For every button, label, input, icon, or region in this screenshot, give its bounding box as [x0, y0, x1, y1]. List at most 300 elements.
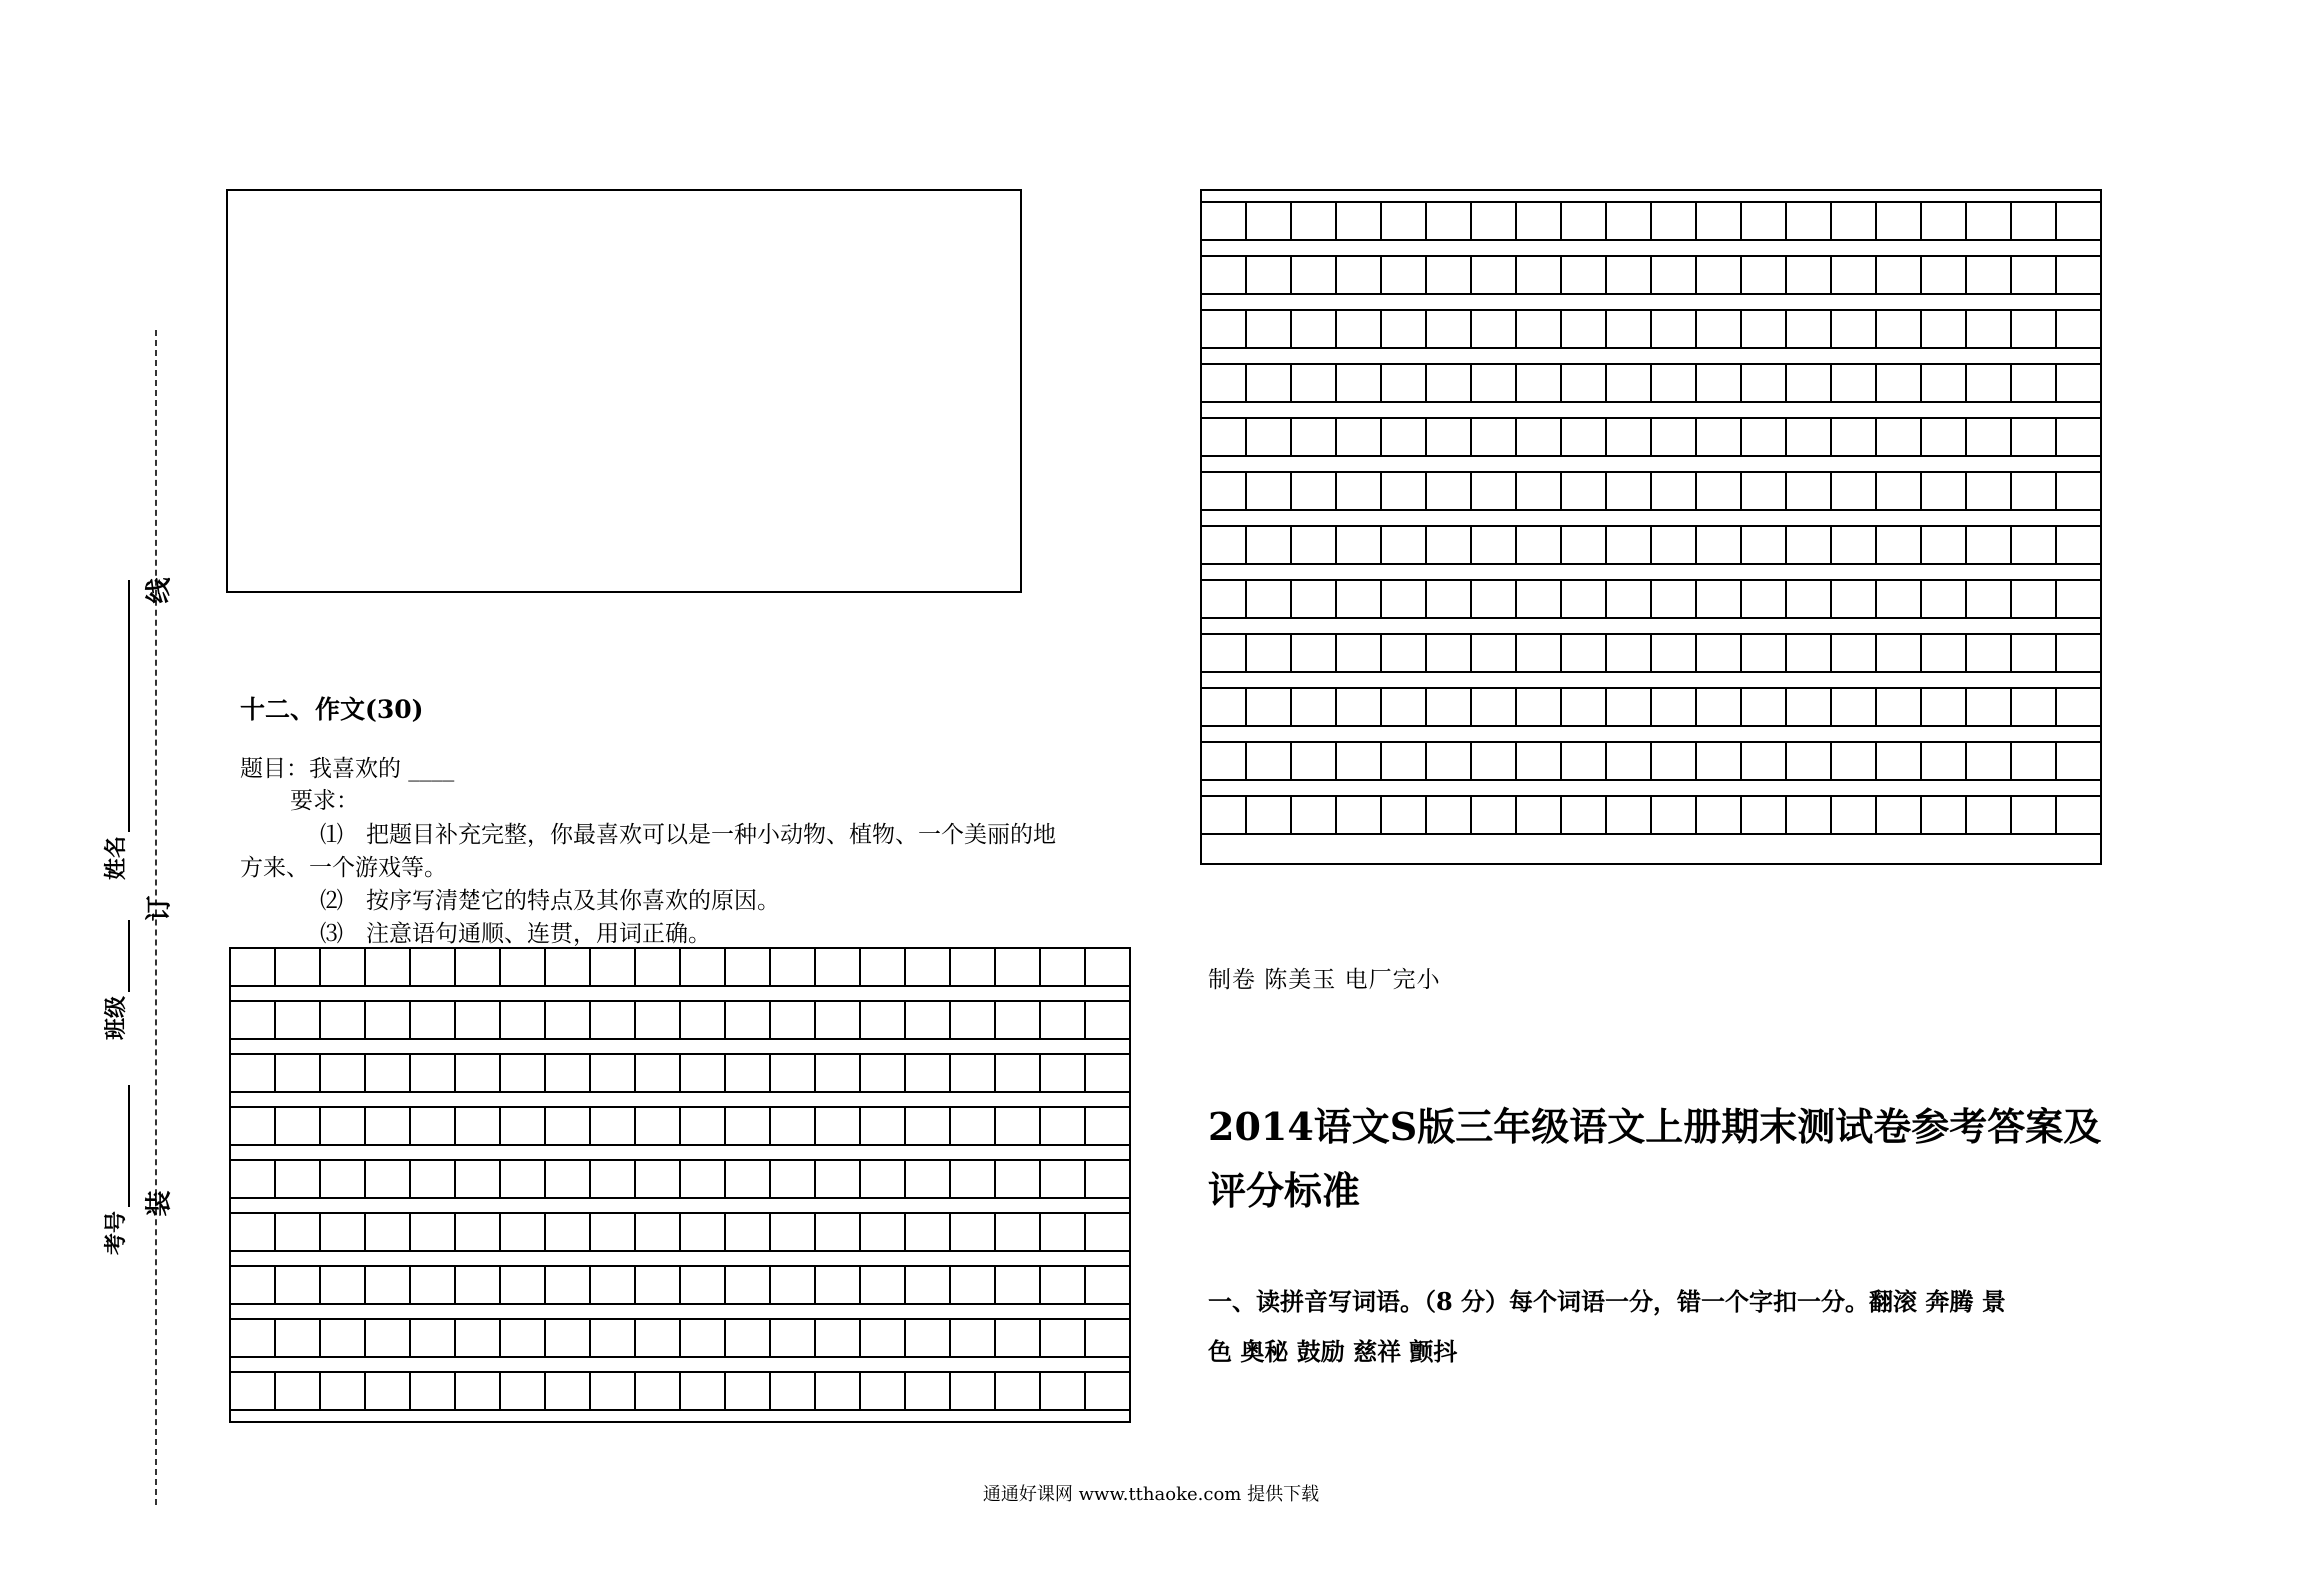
grid-cell[interactable] — [1832, 257, 1877, 293]
grid-cell[interactable] — [546, 1320, 591, 1356]
grid-cell[interactable] — [816, 1161, 861, 1197]
grid-cell[interactable] — [1427, 473, 1472, 509]
grid-cell[interactable] — [321, 1161, 366, 1197]
grid-cell[interactable] — [861, 1373, 906, 1409]
grid-cell[interactable] — [1787, 635, 1832, 671]
grid-cell[interactable] — [861, 1108, 906, 1144]
grid-cell[interactable] — [1967, 527, 2012, 563]
grid-cell[interactable] — [1562, 743, 1607, 779]
grid-cell[interactable] — [456, 1002, 501, 1038]
grid-cell[interactable] — [1517, 689, 1562, 725]
grid-cell[interactable] — [1562, 311, 1607, 347]
grid-cell[interactable] — [1247, 797, 1292, 833]
grid-cell[interactable] — [2057, 743, 2102, 779]
grid-cell[interactable] — [1607, 419, 1652, 455]
grid-cell[interactable] — [996, 1267, 1041, 1303]
grid-cell[interactable] — [1742, 311, 1787, 347]
grid-cell[interactable] — [1787, 473, 1832, 509]
grid-cell[interactable] — [1472, 203, 1517, 239]
grid-cell[interactable] — [276, 1320, 321, 1356]
grid-cell[interactable] — [1742, 635, 1787, 671]
grid-cell[interactable] — [1967, 581, 2012, 617]
grid-cell[interactable] — [456, 1320, 501, 1356]
grid-cell[interactable] — [816, 1214, 861, 1250]
grid-cell[interactable] — [1742, 527, 1787, 563]
grid-cell[interactable] — [1041, 1002, 1086, 1038]
grid-cell[interactable] — [231, 949, 276, 985]
exam-number-field[interactable] — [90, 1085, 130, 1255]
grid-cell[interactable] — [726, 1108, 771, 1144]
grid-cell[interactable] — [951, 1161, 996, 1197]
grid-cell[interactable] — [1877, 581, 1922, 617]
grid-cell[interactable] — [321, 1214, 366, 1250]
grid-cell[interactable] — [1472, 311, 1517, 347]
grid-cell[interactable] — [1337, 365, 1382, 401]
grid-cell[interactable] — [681, 1267, 726, 1303]
grid-cell[interactable] — [996, 1214, 1041, 1250]
grid-cell[interactable] — [1427, 257, 1472, 293]
grid-cell[interactable] — [2057, 365, 2102, 401]
grid-cell[interactable] — [501, 1002, 546, 1038]
grid-cell[interactable] — [2057, 203, 2102, 239]
grid-cell[interactable] — [1877, 743, 1922, 779]
grid-cell[interactable] — [1086, 1320, 1131, 1356]
grid-cell[interactable] — [1382, 689, 1427, 725]
grid-cell[interactable] — [366, 1320, 411, 1356]
grid-cell[interactable] — [906, 1320, 951, 1356]
grid-cell[interactable] — [1472, 581, 1517, 617]
grid-cell[interactable] — [591, 1108, 636, 1144]
grid-cell[interactable] — [861, 1320, 906, 1356]
grid-cell[interactable] — [2012, 797, 2057, 833]
grid-cell[interactable] — [1292, 743, 1337, 779]
grid-cell[interactable] — [1922, 365, 1967, 401]
grid-cell[interactable] — [1922, 419, 1967, 455]
grid-cell[interactable] — [1742, 797, 1787, 833]
grid-cell[interactable] — [1292, 311, 1337, 347]
grid-cell[interactable] — [2057, 419, 2102, 455]
grid-cell[interactable] — [2012, 365, 2057, 401]
grid-cell[interactable] — [1202, 473, 1247, 509]
grid-cell[interactable] — [1086, 1214, 1131, 1250]
grid-cell[interactable] — [1877, 527, 1922, 563]
grid-cell[interactable] — [1337, 473, 1382, 509]
grid-cell[interactable] — [1877, 797, 1922, 833]
grid-cell[interactable] — [1247, 203, 1292, 239]
grid-cell[interactable] — [1697, 473, 1742, 509]
grid-cell[interactable] — [1742, 689, 1787, 725]
grid-cell[interactable] — [1427, 527, 1472, 563]
grid-cell[interactable] — [1922, 311, 1967, 347]
grid-cell[interactable] — [276, 1214, 321, 1250]
grid-cell[interactable] — [726, 1214, 771, 1250]
grid-cell[interactable] — [1607, 473, 1652, 509]
grid-cell[interactable] — [726, 1055, 771, 1091]
grid-cell[interactable] — [231, 1320, 276, 1356]
grid-cell[interactable] — [1877, 203, 1922, 239]
grid-cell[interactable] — [951, 1373, 996, 1409]
grid-cell[interactable] — [1562, 473, 1607, 509]
grid-cell[interactable] — [996, 1373, 1041, 1409]
grid-cell[interactable] — [1967, 743, 2012, 779]
grid-cell[interactable] — [636, 1002, 681, 1038]
grid-cell[interactable] — [1787, 743, 1832, 779]
essay-writing-grid-right[interactable] — [1200, 189, 2102, 865]
grid-cell[interactable] — [1967, 365, 2012, 401]
grid-cell[interactable] — [1877, 635, 1922, 671]
grid-cell[interactable] — [1922, 635, 1967, 671]
grid-cell[interactable] — [1472, 527, 1517, 563]
grid-cell[interactable] — [1742, 473, 1787, 509]
grid-cell[interactable] — [1041, 1214, 1086, 1250]
grid-cell[interactable] — [1517, 473, 1562, 509]
grid-cell[interactable] — [2012, 581, 2057, 617]
grid-cell[interactable] — [456, 1161, 501, 1197]
grid-cell[interactable] — [816, 1108, 861, 1144]
grid-cell[interactable] — [1292, 797, 1337, 833]
grid-cell[interactable] — [1382, 743, 1427, 779]
grid-cell[interactable] — [1922, 581, 1967, 617]
grid-cell[interactable] — [1337, 311, 1382, 347]
grid-cell[interactable] — [366, 949, 411, 985]
grid-cell[interactable] — [1652, 527, 1697, 563]
grid-cell[interactable] — [1967, 203, 2012, 239]
grid-cell[interactable] — [546, 1214, 591, 1250]
grid-cell[interactable] — [1562, 527, 1607, 563]
grid-cell[interactable] — [321, 1108, 366, 1144]
grid-cell[interactable] — [321, 949, 366, 985]
grid-cell[interactable] — [546, 1267, 591, 1303]
grid-cell[interactable] — [1607, 311, 1652, 347]
grid-cell[interactable] — [1742, 743, 1787, 779]
grid-cell[interactable] — [906, 1055, 951, 1091]
grid-cell[interactable] — [1652, 419, 1697, 455]
grid-cell[interactable] — [1202, 419, 1247, 455]
class-field[interactable] — [90, 920, 130, 1040]
grid-cell[interactable] — [591, 1320, 636, 1356]
grid-cell[interactable] — [951, 1214, 996, 1250]
grid-cell[interactable] — [1337, 257, 1382, 293]
grid-cell[interactable] — [1247, 365, 1292, 401]
grid-cell[interactable] — [1517, 635, 1562, 671]
grid-cell[interactable] — [1922, 257, 1967, 293]
grid-cell[interactable] — [591, 1161, 636, 1197]
grid-cell[interactable] — [1382, 365, 1427, 401]
grid-cell[interactable] — [1247, 689, 1292, 725]
grid-cell[interactable] — [276, 1267, 321, 1303]
grid-cell[interactable] — [1202, 743, 1247, 779]
grid-cell[interactable] — [681, 1320, 726, 1356]
grid-cell[interactable] — [1967, 419, 2012, 455]
grid-cell[interactable] — [321, 1373, 366, 1409]
grid-cell[interactable] — [1041, 1108, 1086, 1144]
grid-cell[interactable] — [2012, 203, 2057, 239]
grid-cell[interactable] — [231, 1055, 276, 1091]
grid-cell[interactable] — [1427, 365, 1472, 401]
grid-cell[interactable] — [1832, 311, 1877, 347]
grid-cell[interactable] — [1041, 1373, 1086, 1409]
grid-cell[interactable] — [456, 949, 501, 985]
grid-cell[interactable] — [1382, 419, 1427, 455]
grid-cell[interactable] — [681, 1002, 726, 1038]
grid-cell[interactable] — [771, 1108, 816, 1144]
grid-cell[interactable] — [366, 1161, 411, 1197]
grid-cell[interactable] — [1922, 797, 1967, 833]
grid-cell[interactable] — [1427, 311, 1472, 347]
grid-cell[interactable] — [411, 1267, 456, 1303]
grid-cell[interactable] — [1787, 365, 1832, 401]
grid-cell[interactable] — [411, 1002, 456, 1038]
grid-cell[interactable] — [1086, 1002, 1131, 1038]
grid-cell[interactable] — [951, 1320, 996, 1356]
grid-cell[interactable] — [996, 1320, 1041, 1356]
grid-cell[interactable] — [996, 949, 1041, 985]
grid-cell[interactable] — [1517, 257, 1562, 293]
grid-cell[interactable] — [636, 1055, 681, 1091]
grid-cell[interactable] — [681, 1373, 726, 1409]
grid-cell[interactable] — [591, 1055, 636, 1091]
grid-cell[interactable] — [2057, 257, 2102, 293]
grid-cell[interactable] — [1247, 419, 1292, 455]
grid-cell[interactable] — [771, 1055, 816, 1091]
grid-cell[interactable] — [1562, 365, 1607, 401]
grid-cell[interactable] — [951, 1002, 996, 1038]
grid-cell[interactable] — [366, 1214, 411, 1250]
grid-cell[interactable] — [681, 1055, 726, 1091]
grid-cell[interactable] — [1562, 419, 1607, 455]
grid-cell[interactable] — [456, 1055, 501, 1091]
grid-cell[interactable] — [411, 1108, 456, 1144]
grid-cell[interactable] — [1562, 635, 1607, 671]
grid-cell[interactable] — [1787, 203, 1832, 239]
grid-cell[interactable] — [231, 1002, 276, 1038]
grid-cell[interactable] — [636, 949, 681, 985]
grid-cell[interactable] — [1202, 797, 1247, 833]
grid-cell[interactable] — [1787, 797, 1832, 833]
grid-cell[interactable] — [546, 1161, 591, 1197]
grid-cell[interactable] — [2012, 419, 2057, 455]
grid-cell[interactable] — [591, 1373, 636, 1409]
grid-cell[interactable] — [1697, 743, 1742, 779]
grid-cell[interactable] — [636, 1373, 681, 1409]
grid-cell[interactable] — [1202, 257, 1247, 293]
grid-cell[interactable] — [1877, 473, 1922, 509]
grid-cell[interactable] — [1337, 581, 1382, 617]
grid-cell[interactable] — [2057, 311, 2102, 347]
grid-cell[interactable] — [1652, 311, 1697, 347]
grid-cell[interactable] — [2057, 581, 2102, 617]
grid-cell[interactable] — [1382, 203, 1427, 239]
grid-cell[interactable] — [321, 1320, 366, 1356]
grid-cell[interactable] — [1202, 365, 1247, 401]
grid-cell[interactable] — [1292, 203, 1337, 239]
grid-cell[interactable] — [1337, 689, 1382, 725]
grid-cell[interactable] — [1292, 473, 1337, 509]
grid-cell[interactable] — [1967, 311, 2012, 347]
grid-cell[interactable] — [1967, 797, 2012, 833]
grid-cell[interactable] — [2012, 689, 2057, 725]
grid-cell[interactable] — [1697, 257, 1742, 293]
grid-cell[interactable] — [1086, 1373, 1131, 1409]
grid-cell[interactable] — [2012, 311, 2057, 347]
grid-cell[interactable] — [1382, 797, 1427, 833]
grid-cell[interactable] — [546, 1002, 591, 1038]
grid-cell[interactable] — [1247, 473, 1292, 509]
grid-cell[interactable] — [1607, 527, 1652, 563]
grid-cell[interactable] — [1607, 365, 1652, 401]
grid-cell[interactable] — [546, 949, 591, 985]
grid-cell[interactable] — [276, 1373, 321, 1409]
grid-cell[interactable] — [771, 1161, 816, 1197]
grid-cell[interactable] — [1472, 743, 1517, 779]
grid-cell[interactable] — [1922, 203, 1967, 239]
grid-cell[interactable] — [1652, 743, 1697, 779]
grid-cell[interactable] — [2012, 473, 2057, 509]
grid-cell[interactable] — [2012, 527, 2057, 563]
grid-cell[interactable] — [1877, 689, 1922, 725]
grid-cell[interactable] — [1877, 419, 1922, 455]
grid-cell[interactable] — [1832, 527, 1877, 563]
grid-cell[interactable] — [1472, 419, 1517, 455]
grid-cell[interactable] — [726, 1373, 771, 1409]
grid-cell[interactable] — [771, 1373, 816, 1409]
grid-cell[interactable] — [996, 1108, 1041, 1144]
grid-cell[interactable] — [276, 1055, 321, 1091]
grid-cell[interactable] — [1382, 257, 1427, 293]
grid-cell[interactable] — [456, 1267, 501, 1303]
grid-cell[interactable] — [366, 1002, 411, 1038]
grid-cell[interactable] — [636, 1214, 681, 1250]
grid-cell[interactable] — [1877, 257, 1922, 293]
grid-cell[interactable] — [1787, 581, 1832, 617]
grid-cell[interactable] — [1472, 365, 1517, 401]
grid-cell[interactable] — [1562, 203, 1607, 239]
grid-cell[interactable] — [816, 949, 861, 985]
grid-cell[interactable] — [636, 1108, 681, 1144]
grid-cell[interactable] — [1382, 527, 1427, 563]
grid-cell[interactable] — [411, 1214, 456, 1250]
grid-cell[interactable] — [501, 1267, 546, 1303]
grid-cell[interactable] — [276, 949, 321, 985]
grid-cell[interactable] — [1202, 203, 1247, 239]
grid-cell[interactable] — [771, 1267, 816, 1303]
grid-cell[interactable] — [1086, 1267, 1131, 1303]
grid-cell[interactable] — [1292, 527, 1337, 563]
grid-cell[interactable] — [1041, 1320, 1086, 1356]
grid-cell[interactable] — [1247, 581, 1292, 617]
grid-cell[interactable] — [1382, 473, 1427, 509]
grid-cell[interactable] — [1697, 203, 1742, 239]
grid-cell[interactable] — [456, 1108, 501, 1144]
grid-cell[interactable] — [276, 1108, 321, 1144]
grid-cell[interactable] — [636, 1320, 681, 1356]
grid-cell[interactable] — [1697, 419, 1742, 455]
grid-cell[interactable] — [951, 1108, 996, 1144]
grid-cell[interactable] — [861, 1055, 906, 1091]
grid-cell[interactable] — [1086, 949, 1131, 985]
grid-cell[interactable] — [1517, 527, 1562, 563]
grid-cell[interactable] — [1607, 689, 1652, 725]
grid-cell[interactable] — [906, 1267, 951, 1303]
grid-cell[interactable] — [231, 1108, 276, 1144]
grid-cell[interactable] — [1697, 527, 1742, 563]
grid-cell[interactable] — [1652, 365, 1697, 401]
grid-cell[interactable] — [1697, 689, 1742, 725]
grid-cell[interactable] — [1787, 311, 1832, 347]
grid-cell[interactable] — [2057, 797, 2102, 833]
grid-cell[interactable] — [1652, 689, 1697, 725]
grid-cell[interactable] — [1652, 635, 1697, 671]
grid-cell[interactable] — [996, 1002, 1041, 1038]
grid-cell[interactable] — [996, 1161, 1041, 1197]
grid-cell[interactable] — [1562, 797, 1607, 833]
grid-cell[interactable] — [771, 1320, 816, 1356]
grid-cell[interactable] — [1967, 635, 2012, 671]
grid-cell[interactable] — [276, 1002, 321, 1038]
grid-cell[interactable] — [366, 1055, 411, 1091]
grid-cell[interactable] — [726, 1161, 771, 1197]
grid-cell[interactable] — [501, 1108, 546, 1144]
grid-cell[interactable] — [816, 1320, 861, 1356]
grid-cell[interactable] — [1472, 473, 1517, 509]
grid-cell[interactable] — [1607, 743, 1652, 779]
grid-cell[interactable] — [591, 949, 636, 985]
grid-cell[interactable] — [1652, 797, 1697, 833]
grid-cell[interactable] — [1247, 257, 1292, 293]
grid-cell[interactable] — [1427, 635, 1472, 671]
grid-cell[interactable] — [1607, 797, 1652, 833]
grid-cell[interactable] — [1517, 365, 1562, 401]
grid-cell[interactable] — [1202, 689, 1247, 725]
grid-cell[interactable] — [1086, 1108, 1131, 1144]
grid-cell[interactable] — [231, 1267, 276, 1303]
grid-cell[interactable] — [1247, 311, 1292, 347]
grid-cell[interactable] — [591, 1267, 636, 1303]
grid-cell[interactable] — [2057, 473, 2102, 509]
grid-cell[interactable] — [456, 1214, 501, 1250]
grid-cell[interactable] — [861, 1002, 906, 1038]
grid-cell[interactable] — [1742, 419, 1787, 455]
grid-cell[interactable] — [996, 1055, 1041, 1091]
grid-cell[interactable] — [906, 1002, 951, 1038]
grid-cell[interactable] — [1922, 743, 1967, 779]
grid-cell[interactable] — [231, 1161, 276, 1197]
grid-cell[interactable] — [366, 1373, 411, 1409]
grid-cell[interactable] — [1607, 257, 1652, 293]
grid-cell[interactable] — [1427, 743, 1472, 779]
grid-cell[interactable] — [1292, 689, 1337, 725]
grid-cell[interactable] — [501, 1161, 546, 1197]
grid-cell[interactable] — [366, 1108, 411, 1144]
grid-cell[interactable] — [1202, 311, 1247, 347]
grid-cell[interactable] — [546, 1108, 591, 1144]
grid-cell[interactable] — [1832, 743, 1877, 779]
grid-cell[interactable] — [1247, 635, 1292, 671]
grid-cell[interactable] — [636, 1161, 681, 1197]
grid-cell[interactable] — [276, 1161, 321, 1197]
grid-cell[interactable] — [1247, 527, 1292, 563]
grid-cell[interactable] — [1292, 635, 1337, 671]
essay-writing-grid-left[interactable] — [229, 947, 1131, 1423]
grid-cell[interactable] — [816, 1055, 861, 1091]
grid-cell[interactable] — [411, 1055, 456, 1091]
grid-cell[interactable] — [411, 949, 456, 985]
grid-cell[interactable] — [501, 1214, 546, 1250]
grid-cell[interactable] — [726, 1320, 771, 1356]
grid-cell[interactable] — [726, 949, 771, 985]
grid-cell[interactable] — [411, 1161, 456, 1197]
grid-cell[interactable] — [411, 1373, 456, 1409]
